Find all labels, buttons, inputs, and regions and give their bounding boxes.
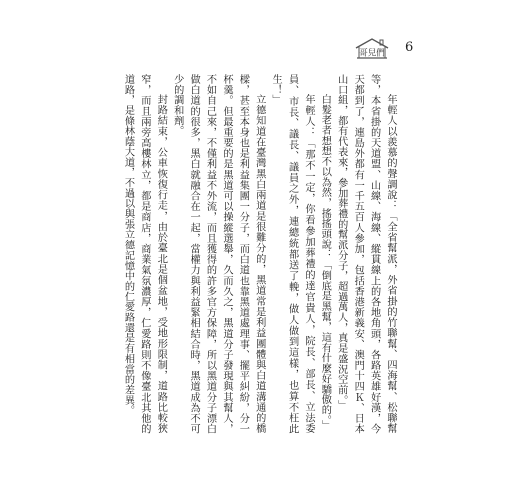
body-text [119,74,398,434]
page-number: 6 [405,40,414,55]
logo-text: 哥兒們 [359,48,385,59]
paragraph: 封路結束，公車恢復行走，由於臺北是個盆地，受地形限制，道路比較狹窄，而且兩旁高樓林立，都是商店，商業氣氛濃厚，仁愛路則不像臺北其他的道路，是條林蔭大道，不過以與張立德記憶中的仁愛路還是有相當的差異。 [122,74,167,434]
header-logo [353,36,391,60]
house-logo-icon [353,36,391,60]
paragraph: 立德知道在臺灣黑白兩道是很難分的，黑道常是利益團體與白道溝通的橋樑，甚至本身也是利益集團一分子，而白道也靠黑道處理事、擺平糾紛，分一杯羹。但最重要的是黑道可以操縱選舉，久而久之，黑道分子發現與其幫人，不如自己來，不僅利益不外流，而且獲得的許多官方保障，所以黑道分子漂白做白道的很多，黑白就融合在一起，當權力與利益緊相結合時，黑道成為不可少的調和劑。 [171,74,265,434]
paragraph: 年輕人以羨慕的聲調說：「全省幫派，外省掛的竹聯幫、四海幫、松聯幫等，本省掛的天道盟、山線、海線、縱貫線上的各地角頭，各路英雄好漢，今天都到了，連島外都有一千五百人參加，包括香港新義安、澳門十四Ｋ、日本山口組，都有代表來，參加葬禮的幫派分子，超過萬人，真是盛況空前。」 [335,74,396,434]
paragraph: 白髮老者想想不以為然，搖搖頭說：「倒底是黑幫，這有什麼好驕傲的。」 [319,94,331,431]
paragraph: 年輕人：「那不一定，你看參加葬禮的達官貴人，院長、部長、立法委員、市長、議長、議員之外，連總統都送了輓，做人做到這樣，也算不枉此生！」 [270,74,314,434]
